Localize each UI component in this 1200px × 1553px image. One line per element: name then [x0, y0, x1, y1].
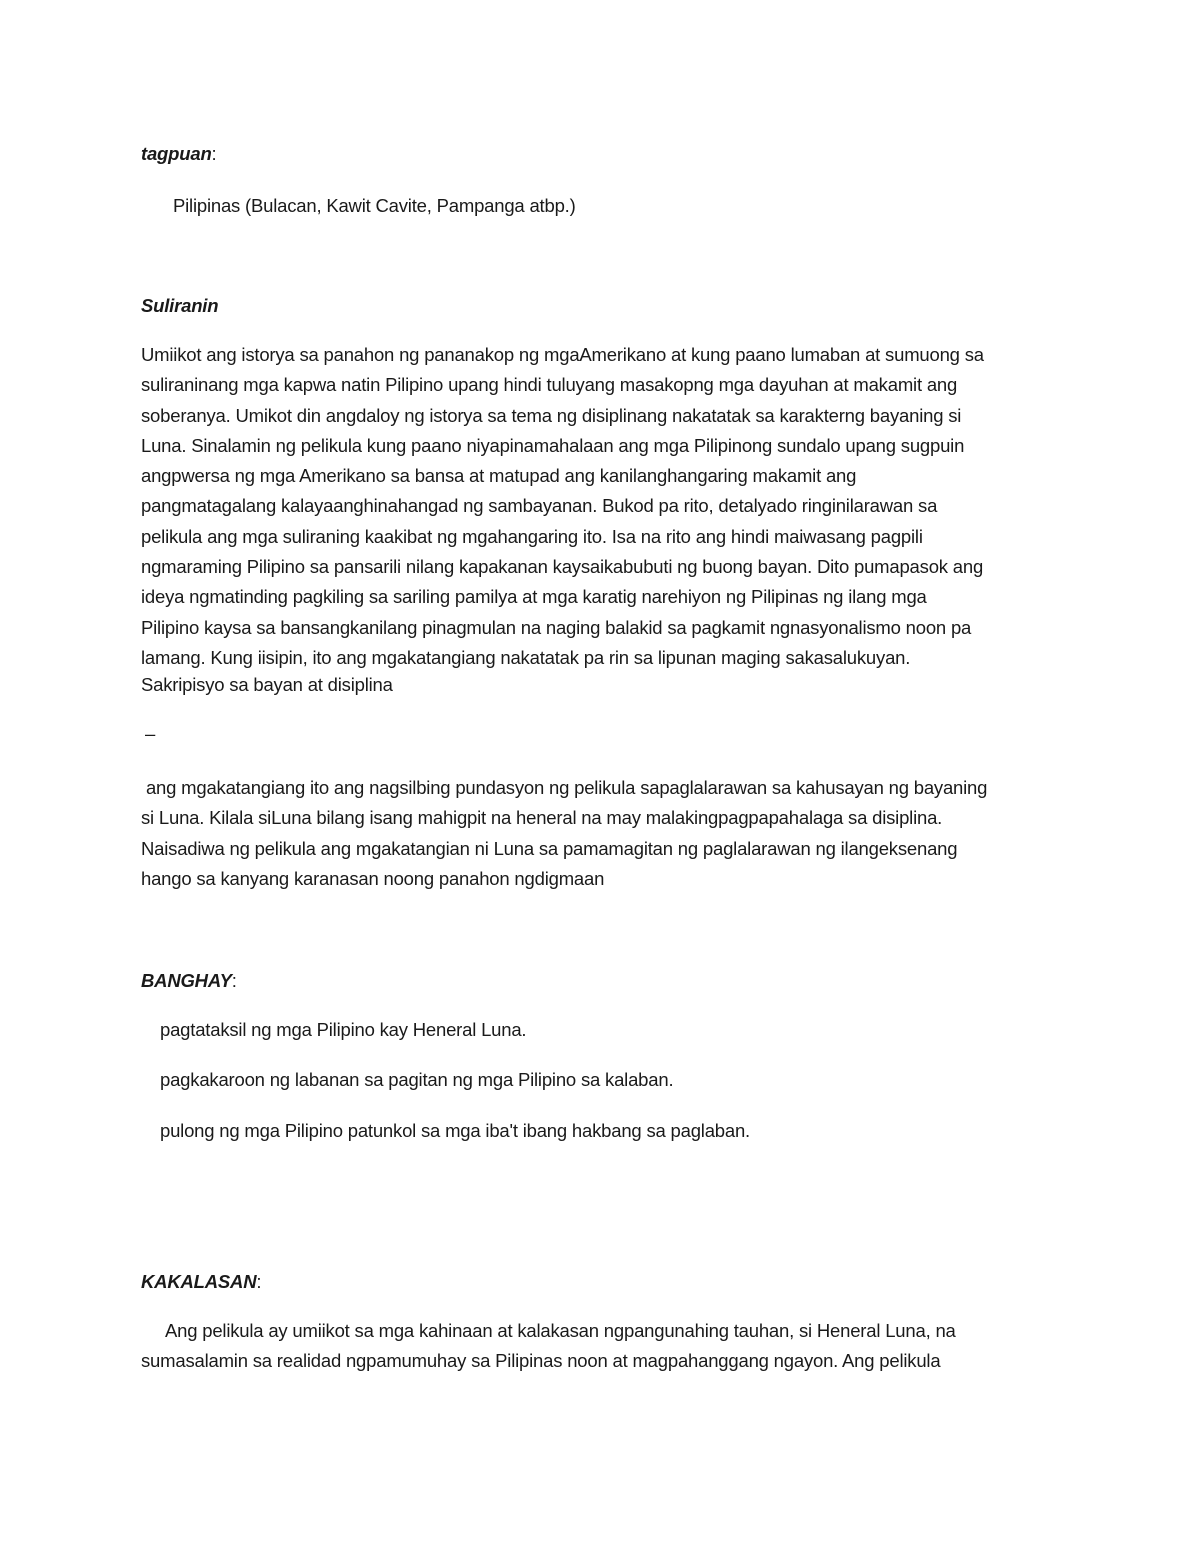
suliranin-heading: Suliranin: [141, 295, 219, 316]
kakalasan-heading: KAKALASAN: [141, 1271, 257, 1292]
dash-mark: –: [145, 723, 156, 744]
kakalasan-colon: :: [256, 1271, 262, 1292]
kakalasan-line: sumasalamin sa realidad ngpamumuhay sa Pilipinas noon at magpahanggang ngayon. Ang pelikula: [141, 1350, 941, 1372]
suliranin-line: ngmaraming Pilipino sa pansarili nilang kapakanan kaysaikabubuti ng buong bayan. Dito pumapasok ang: [141, 556, 984, 578]
banghay-heading: BANGHAY: [141, 970, 232, 991]
suliranin-line: ideya ngmatinding pagkiling sa sariling pamilya at mga karatig narehiyon ng Pilipinas ng ilang mga: [141, 586, 927, 608]
banghay-heading-line: [141, 970, 237, 992]
tagpuan-text: Pilipinas (Bulacan, Kawit Cavite, Pampanga atbp.): [173, 195, 576, 216]
suliranin-line: pangmatagalang kalayaanghinahangad ng sambayanan. Bukod pa rito, detalyado ringinilarawan sa: [141, 495, 938, 517]
suliranin-line: Sakripisyo sa bayan at disiplina: [141, 674, 393, 696]
tagpuan-heading: tagpuan: [141, 143, 212, 164]
banghay-item: pagtataksil ng mga Pilipino kay Heneral Luna.: [160, 1019, 527, 1040]
suliranin-paragraph-2: [141, 773, 1061, 894]
tagpuan-colon: :: [211, 143, 217, 164]
kakalasan-heading-line: [141, 1271, 261, 1293]
banghay-item: pagkakaroon ng labanan sa pagitan ng mga Pilipino sa kalaban.: [160, 1069, 674, 1090]
suliranin-line: pelikula ang mga suliraning kaakibat ng mgahangaring ito. Isa na rito ang hindi maiwasang pagpili: [141, 525, 923, 547]
suliranin-line: suliraninang mga kapwa natin Pilipino upang hindi tuluyang masakopng mga dayuhan at makamit ang: [141, 374, 958, 396]
banghay-item: pulong ng mga Pilipino patunkol sa mga iba't ibang hakbang sa paglaban.: [160, 1120, 750, 1141]
suliranin-line: Luna. Sinalamin ng pelikula kung paano niyapinamahalaan ang mga Pilipinong sundalo upang sugpuin: [141, 434, 965, 456]
suliranin-line: hango sa kanyang karanasan noong panahon ngdigmaan: [141, 867, 605, 889]
banghay-colon: :: [231, 970, 237, 991]
tagpuan-heading-line: [141, 143, 217, 165]
suliranin-line: soberanya. Umikot din angdaloy ng istorya sa tema ng disiplinang nakatatak sa karakterng bayaning si: [141, 404, 962, 426]
suliranin-line: lamang. Kung iisipin, ito ang mgakatangiang nakatatak pa rin sa lipunan maging sakasalukuyan.: [141, 646, 911, 668]
suliranin-line: Naisadiwa ng pelikula ang mgakatangian ni Luna sa pamamagitan ng paglalarawan ng ilangeksenang: [141, 837, 958, 859]
kakalasan-line: Ang pelikula ay umiikot sa mga kahinaan at kalakasan ngpangunahing tauhan, si Heneral Luna, na: [165, 1320, 956, 1341]
suliranin-line: Umiikot ang istorya sa panahon ng pananakop ng mgaAmerikano at kung paano lumaban at sumuong sa: [141, 344, 984, 365]
suliranin-line: si Luna. Kilala siLuna bilang isang mahigpit na heneral na may malakingpagpapahalaga sa disiplina.: [141, 807, 943, 829]
suliranin-line: angpwersa ng mga Amerikano sa bansa at matupad ang kanilanghangaring makamit ang: [141, 465, 857, 487]
suliranin-line: Pilipino kaysa sa bansangkanilang pinagmulan na naging balakid sa pagkamit ngnasyonalismo noon pa: [141, 616, 972, 638]
suliranin-line: ang mgakatangiang ito ang nagsilbing pundasyon ng pelikula sapaglalarawan sa kahusayan ng bayaning: [141, 777, 988, 798]
suliranin-paragraph: [141, 340, 1061, 697]
kakalasan-paragraph: [141, 1316, 1061, 1377]
